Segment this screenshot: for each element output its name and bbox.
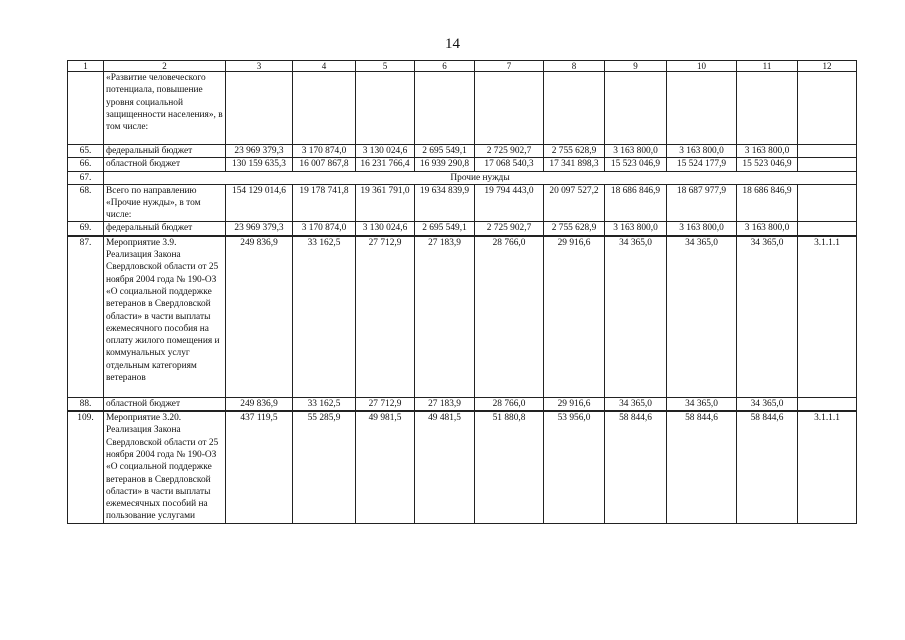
value-cell: 18 687 977,9	[667, 184, 737, 222]
header-cell: 10	[667, 61, 737, 72]
value-cell: 58 844,6	[605, 411, 667, 523]
value-cell: 34 365,0	[667, 397, 737, 411]
value-cell: 49 481,5	[415, 411, 475, 523]
code-cell	[798, 184, 857, 222]
value-cell: 34 365,0	[605, 236, 667, 398]
row-name-cell: «Развитие человеческого потенциала, повышение уровня социальной защищенности населения», в том числе:	[104, 72, 226, 145]
value-cell: 34 365,0	[737, 236, 798, 398]
value-cell: 3 163 800,0	[737, 145, 798, 158]
header-cell: 8	[544, 61, 605, 72]
value-cell: 3 163 800,0	[667, 145, 737, 158]
value-cell	[737, 72, 798, 145]
header-cell: 9	[605, 61, 667, 72]
code-cell: 3.1.1.1	[798, 236, 857, 398]
value-cell: 28 766,0	[475, 397, 544, 411]
header-cell: 2	[104, 61, 226, 72]
value-cell: 17 068 540,3	[475, 158, 544, 171]
value-cell: 28 766,0	[475, 236, 544, 398]
code-cell: 3.1.1.1	[798, 411, 857, 523]
value-cell	[293, 72, 356, 145]
row-number-cell: 109.	[68, 411, 104, 523]
row-number-cell: 88.	[68, 397, 104, 411]
code-cell	[798, 158, 857, 171]
value-cell: 27 183,9	[415, 236, 475, 398]
value-cell: 33 162,5	[293, 236, 356, 398]
table-row	[68, 222, 857, 236]
value-cell: 3 163 800,0	[737, 222, 798, 236]
value-cell: 19 178 741,8	[293, 184, 356, 222]
row-number-cell: 67.	[68, 171, 104, 184]
value-cell: 3 170 874,0	[293, 145, 356, 158]
header-cell: 12	[798, 61, 857, 72]
header-cell: 7	[475, 61, 544, 72]
value-cell: 3 130 024,6	[356, 222, 415, 236]
row-name-cell: областной бюджет	[104, 158, 226, 171]
header-cell: 5	[356, 61, 415, 72]
value-cell: 29 916,6	[544, 397, 605, 411]
value-cell: 2 725 902,7	[475, 222, 544, 236]
value-cell: 55 285,9	[293, 411, 356, 523]
header-cell: 11	[737, 61, 798, 72]
value-cell: 16 007 867,8	[293, 158, 356, 171]
page-number: 14	[445, 36, 460, 52]
value-cell: 3 170 874,0	[293, 222, 356, 236]
code-cell	[798, 222, 857, 236]
value-cell: 2 695 549,1	[415, 222, 475, 236]
value-cell: 34 365,0	[605, 397, 667, 411]
header-cell: 3	[226, 61, 293, 72]
value-cell: 2 725 902,7	[475, 145, 544, 158]
value-cell: 34 365,0	[737, 397, 798, 411]
value-cell: 16 231 766,4	[356, 158, 415, 171]
value-cell: 58 844,6	[667, 411, 737, 523]
value-cell	[475, 72, 544, 145]
header-cell: 6	[415, 61, 475, 72]
code-cell	[798, 397, 857, 411]
row-number-cell: 69.	[68, 222, 104, 236]
value-cell: 18 686 846,9	[605, 184, 667, 222]
row-name-cell: федеральный бюджет	[104, 222, 226, 236]
table-row	[68, 397, 857, 411]
value-cell: 437 119,5	[226, 411, 293, 523]
value-cell: 27 712,9	[356, 397, 415, 411]
value-cell: 15 523 046,9	[605, 158, 667, 171]
value-cell	[605, 72, 667, 145]
value-cell: 16 939 290,8	[415, 158, 475, 171]
table-row	[68, 171, 857, 184]
value-cell: 19 361 791,0	[356, 184, 415, 222]
row-name-cell: федеральный бюджет	[104, 145, 226, 158]
value-cell: 53 956,0	[544, 411, 605, 523]
value-cell: 19 634 839,9	[415, 184, 475, 222]
header-row	[68, 61, 857, 72]
value-cell: 2 755 628,9	[544, 222, 605, 236]
value-cell: 51 880,8	[475, 411, 544, 523]
value-cell: 27 183,9	[415, 397, 475, 411]
row-name-cell: областной бюджет	[104, 397, 226, 411]
code-cell	[798, 145, 857, 158]
value-cell: 19 794 443,0	[475, 184, 544, 222]
row-number-cell: 87.	[68, 236, 104, 398]
value-cell: 130 159 635,3	[226, 158, 293, 171]
table-row	[68, 236, 857, 398]
table-row	[68, 145, 857, 158]
value-cell: 3 163 800,0	[667, 222, 737, 236]
value-cell: 29 916,6	[544, 236, 605, 398]
value-cell: 49 981,5	[356, 411, 415, 523]
value-cell: 249 836,9	[226, 236, 293, 398]
value-cell: 15 524 177,9	[667, 158, 737, 171]
value-cell: 27 712,9	[356, 236, 415, 398]
value-cell: 249 836,9	[226, 397, 293, 411]
table-row	[68, 158, 857, 171]
header-cell: 1	[68, 61, 104, 72]
value-cell	[226, 72, 293, 145]
value-cell	[667, 72, 737, 145]
value-cell: 34 365,0	[667, 236, 737, 398]
value-cell: 23 969 379,3	[226, 222, 293, 236]
header-cell: 4	[293, 61, 356, 72]
code-cell	[798, 72, 857, 145]
row-number-cell: 66.	[68, 158, 104, 171]
row-number-cell: 65.	[68, 145, 104, 158]
row-number-cell: 68.	[68, 184, 104, 222]
value-cell: 3 130 024,6	[356, 145, 415, 158]
section-title-cell: Прочие нужды	[104, 171, 857, 184]
table-row	[68, 72, 857, 145]
value-cell: 154 129 014,6	[226, 184, 293, 222]
value-cell: 3 163 800,0	[605, 222, 667, 236]
table-row	[68, 184, 857, 222]
value-cell: 3 163 800,0	[605, 145, 667, 158]
row-name-cell: Мероприятие 3.9. Реализация Закона Свердловской области от 25 ноября 2004 года № 190-ОЗ «О социальной поддержке ветеранов в Свердловской области» в части выплаты ежемесячного пособия на оплату жилого помещения и коммунальных услуг отдельным категориям ветеранов	[104, 236, 226, 398]
value-cell: 58 844,6	[737, 411, 798, 523]
value-cell: 18 686 846,9	[737, 184, 798, 222]
row-name-cell: Мероприятие 3.20. Реализация Закона Свердловской области от 25 ноября 2004 года № 190-ОЗ «О социальной поддержке ветеранов в Свердловской области» в части выплаты ежемесячных пособий на пользование услугами	[104, 411, 226, 523]
value-cell: 2 755 628,9	[544, 145, 605, 158]
budget-table	[67, 60, 857, 524]
value-cell: 2 695 549,1	[415, 145, 475, 158]
value-cell: 15 523 046,9	[737, 158, 798, 171]
value-cell	[415, 72, 475, 145]
value-cell: 23 969 379,3	[226, 145, 293, 158]
value-cell	[544, 72, 605, 145]
value-cell: 20 097 527,2	[544, 184, 605, 222]
value-cell: 33 162,5	[293, 397, 356, 411]
value-cell	[356, 72, 415, 145]
table-row	[68, 411, 857, 523]
row-number-cell	[68, 72, 104, 145]
row-name-cell: Всего по направлению «Прочие нужды», в том числе:	[104, 184, 226, 222]
value-cell: 17 341 898,3	[544, 158, 605, 171]
